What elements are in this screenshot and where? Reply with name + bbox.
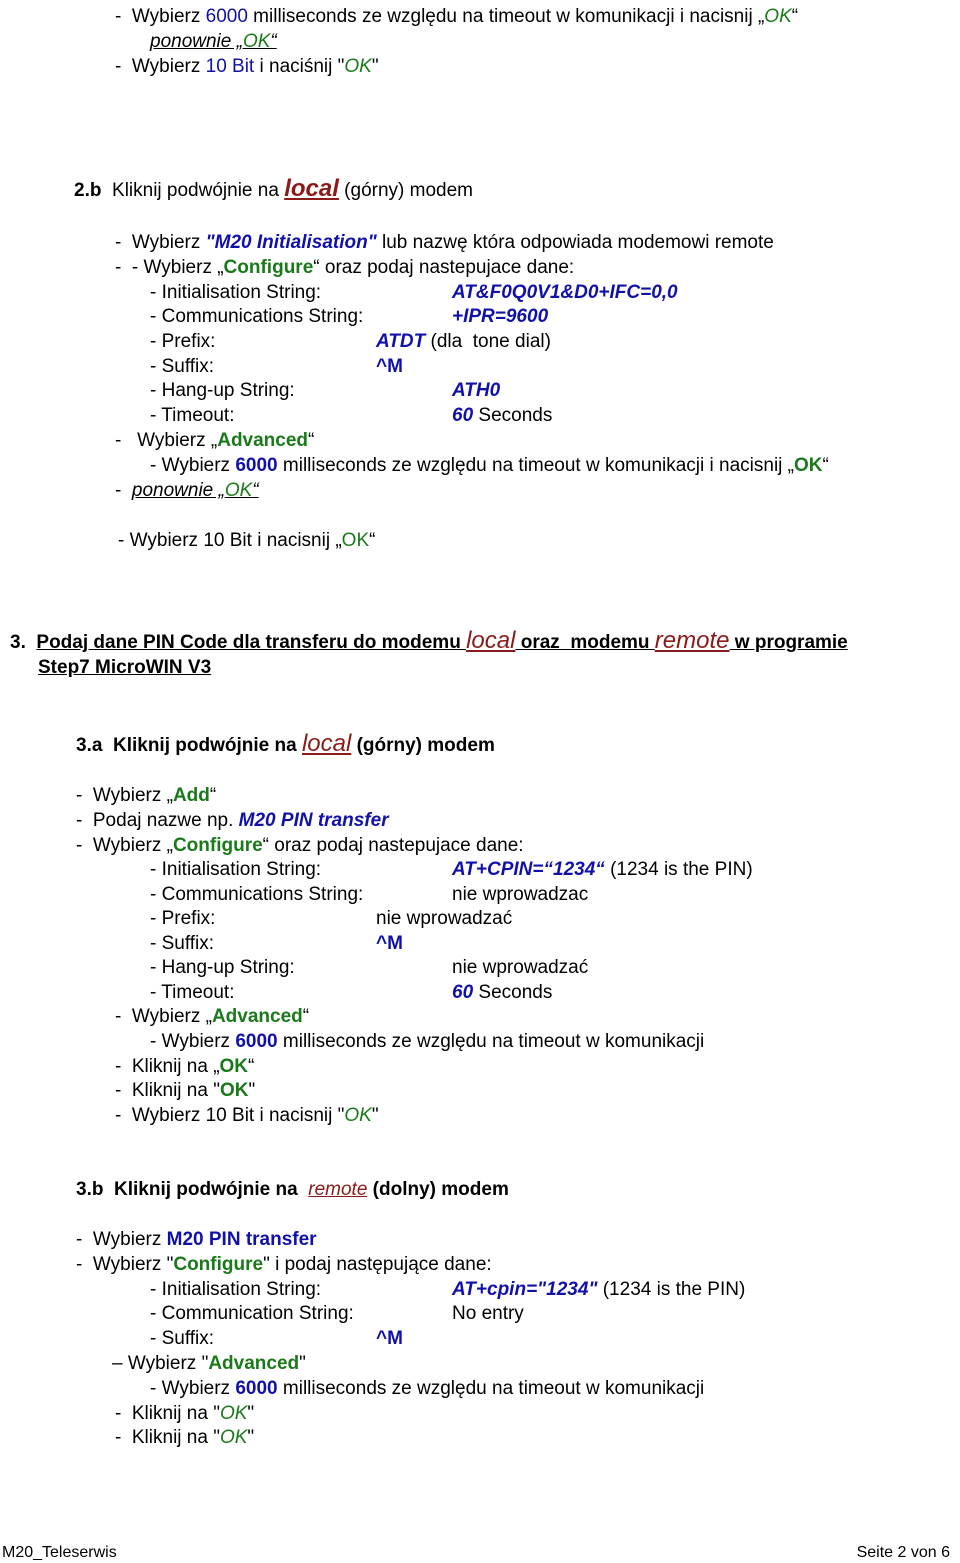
- footer-left: M20_Teleserwis: [2, 1544, 117, 1561]
- s2b-suffix-value: ^M: [376, 356, 403, 377]
- s2b-init-value: AT&F0Q0V1&D0+IFC=0,0: [452, 282, 678, 303]
- s2b-prefix-value: ATDT (dla tone dial): [376, 331, 551, 352]
- s2b-hang-label: - Hang-up String:: [150, 380, 295, 401]
- s3a-init-label: - Initialisation String:: [150, 859, 322, 880]
- s3a-hang-label: - Hang-up String:: [150, 957, 295, 978]
- s3a-prefix-label: - Prefix:: [150, 908, 216, 929]
- s2b-ponownie: - ponownie „OK“: [115, 480, 259, 501]
- s3a-suffix-label: - Suffix:: [150, 933, 215, 954]
- s3b-kliknij-2: - Kliknij na "OK": [115, 1427, 255, 1448]
- s2b-prefix-label: - Prefix:: [150, 331, 216, 352]
- s3b-line-1: - Wybierz M20 PIN transfer: [76, 1229, 317, 1250]
- s3a-bit-line: - Wybierz 10 Bit i nacisnij "OK": [115, 1105, 379, 1126]
- s3b-line-2: - Wybierz "Configure" i podaj następujące dane:: [76, 1254, 492, 1275]
- s3b-comm-label: - Communication String:: [150, 1303, 354, 1324]
- s3a-advanced: - Wybierz „Advanced“: [115, 1006, 310, 1027]
- s2b-bit-line: - Wybierz 10 Bit i nacisnij „OK“: [118, 530, 376, 551]
- s3a-comm-label: - Communications String:: [150, 884, 364, 905]
- footer-right: Seite 2 von 6: [856, 1544, 950, 1561]
- s3a-line-2: - Podaj nazwe np. M20 PIN transfer: [76, 810, 389, 831]
- section-3-heading-line2: Step7 MicroWIN V3: [38, 657, 212, 678]
- s3a-suffix-value: ^M: [376, 933, 403, 954]
- section-3-heading: 3. Podaj dane PIN Code dla transferu do modemu local oraz modemu remote w programie: [10, 627, 848, 654]
- s3b-kliknij-1: - Kliknij na "OK": [115, 1403, 255, 1424]
- section-3b-heading: 3.b Kliknij podwójnie na remote (dolny) modem: [76, 1179, 509, 1200]
- s2b-init-label: - Initialisation String:: [150, 282, 322, 303]
- s2b-comm-value: +IPR=9600: [452, 306, 549, 327]
- top-line-2: ponownie „OK“: [150, 31, 277, 52]
- s3a-hang-value: nie wprowadzać: [452, 957, 589, 978]
- s2b-suffix-label: - Suffix:: [150, 356, 215, 377]
- s2b-line-2: - - Wybierz „Configure“ oraz podaj nastepujace dane:: [115, 257, 575, 278]
- section-2b-heading: 2.b Kliknij podwójnie na local (górny) modem: [74, 175, 473, 202]
- s3a-init-value: AT+CPIN=“1234“ (1234 is the PIN): [452, 859, 753, 880]
- s3b-advanced: – Wybierz "Advanced": [112, 1353, 306, 1374]
- s2b-line-1: - Wybierz "M20 Initialisation" lub nazwę która odpowiada modemowi remote: [115, 232, 774, 253]
- s3b-suffix-label: - Suffix:: [150, 1328, 215, 1349]
- s3a-comm-value: nie wprowadzac: [452, 884, 589, 905]
- s3a-line-1: - Wybierz „Add“: [76, 785, 217, 806]
- section-3a-heading: 3.a Kliknij podwójnie na local (górny) modem: [76, 730, 495, 757]
- s3b-init-label: - Initialisation String:: [150, 1279, 322, 1300]
- s3a-line-3: - Wybierz „Configure“ oraz podaj nastepujace dane:: [76, 835, 524, 856]
- s2b-timeout-value: 60 Seconds: [452, 405, 553, 426]
- s2b-ms-line: - Wybierz 6000 milliseconds ze względu na timeout w komunikacji i nacisnij „OK“: [150, 455, 829, 476]
- s3a-prefix-value: nie wprowadzać: [376, 908, 513, 929]
- s3b-suffix-value: ^M: [376, 1328, 403, 1349]
- top-line-3: - Wybierz 10 Bit i naciśnij "OK": [115, 56, 379, 77]
- s2b-timeout-label: - Timeout:: [150, 405, 235, 426]
- s3a-kliknij-2: - Kliknij na "OK": [115, 1080, 256, 1101]
- s3a-ms-line: - Wybierz 6000 milliseconds ze względu na timeout w komunikacji: [150, 1031, 705, 1052]
- s3b-ms-line: - Wybierz 6000 milliseconds ze względu na timeout w komunikacji: [150, 1378, 705, 1399]
- s3a-kliknij-1: - Kliknij na „OK“: [115, 1056, 255, 1077]
- s3b-comm-value: No entry: [452, 1303, 524, 1324]
- s3a-timeout-label: - Timeout:: [150, 982, 235, 1003]
- s3a-timeout-value: 60 Seconds: [452, 982, 553, 1003]
- top-line-1: - Wybierz 6000 milliseconds ze względu na timeout w komunikacji i nacisnij „OK“: [115, 6, 799, 27]
- s2b-advanced: - Wybierz „Advanced“: [115, 430, 315, 451]
- s3b-init-value: AT+cpin="1234" (1234 is the PIN): [452, 1279, 746, 1300]
- s2b-hang-value: ATH0: [452, 380, 501, 401]
- s2b-comm-label: - Communications String:: [150, 306, 364, 327]
